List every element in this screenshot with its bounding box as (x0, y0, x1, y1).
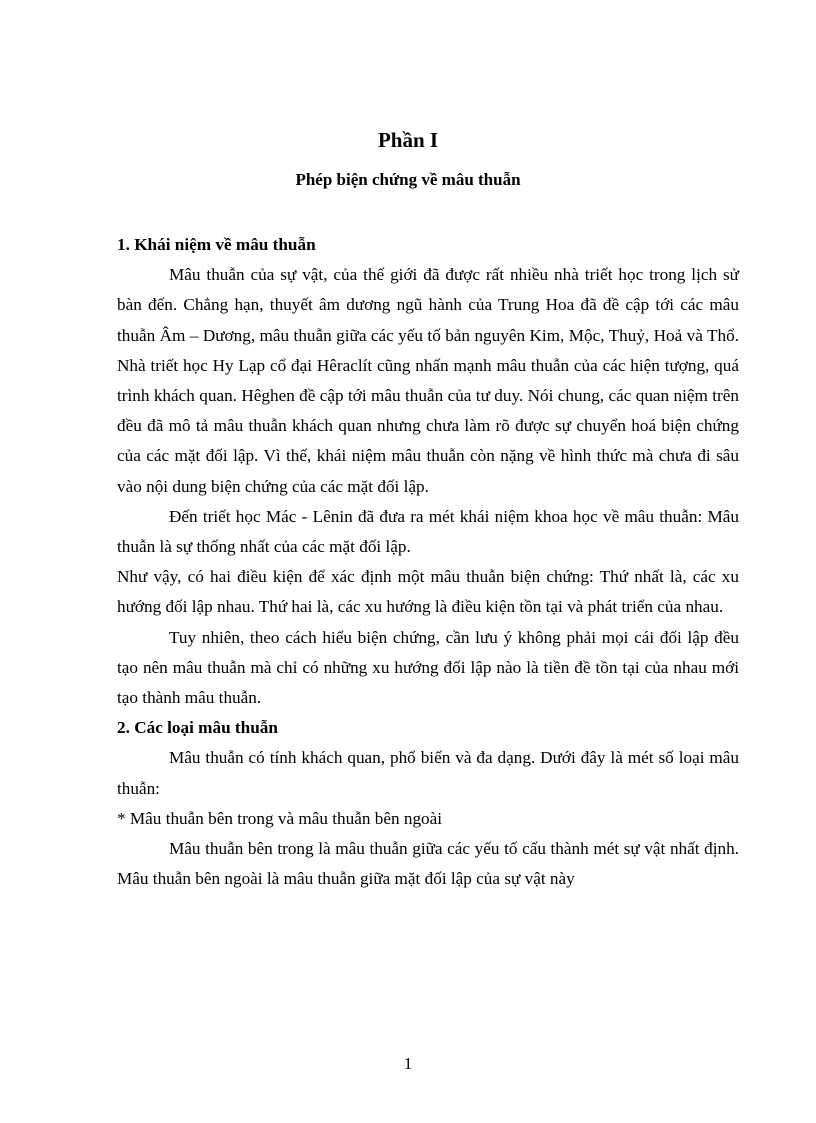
list-item: * Mâu thuẫn bên trong và mâu thuẫn bên ngoài (117, 808, 443, 828)
document-subtitle: Phép biện chứng về mâu thuẫn (295, 170, 521, 189)
paragraph: Mâu thuẫn bên trong là mâu thuẫn giữa các yếu tố cấu thành mét sự vật nhất định. Mâu thuẫn bên ngoài là mâu thuẫn giữa mặt đối lập của sự vật này (117, 839, 739, 889)
page-number: 1 (403, 1054, 413, 1073)
section-heading-types: 2. Các loại mâu thuẫn (117, 718, 278, 738)
paragraph: Đến triết học Mác - Lênin đã đưa ra mét khái niệm khoa học về mâu thuẫn: Mâu thuẫn là sự thống nhất của các mặt đối lập. (117, 506, 739, 557)
document-body (117, 230, 739, 894)
section-heading-concept: 1. Khái niệm về mâu thuẫn (117, 235, 316, 254)
part-title: Phần I (377, 128, 439, 152)
paragraph: Như vậy, có hai điều kiện để xác định một mâu thuẫn biện chứng: Thứ nhất là, các xu hướng đối lập nhau. Thứ hai là, các xu hướng là điều kiện tồn tại và phát triển của nhau. (117, 567, 739, 617)
paragraph: Mâu thuẫn của sự vật, của thế giới đã được rất nhiều nhà triết học trong lịch sử bàn đến. Chẳng hạn, thuyết âm dương ngũ hành của Trung Hoa đã đề cập tới các mâu thuẫn Âm – Dương, mâu thuẫn giữa các yếu tố bản nguyên Kim, Mộc, Thuỷ, Hoả và Thổ. Nhà triết học Hy Lạp cổ đại Hêraclít cũng nhấn mạnh mâu thuẫn của các hiện tượng, quá trình khách quan. Hêghen đề cập tới mâu thuẫn của tư duy. Nói chung, các quan niệm trên đều đã mô tả mâu thuẫn khách quan nhưng chưa làm rõ được sự chuyển hoá biện chứng của các mặt đối lập. Vì thế, khái niệm mâu thuẫn còn nặng về hình thức mà chưa đi sâu vào nội dung biện chứng của các mặt đối lập. (117, 265, 739, 496)
paragraph: Tuy nhiên, theo cách hiểu biện chứng, cần lưu ý không phải mọi cái đối lập đều tạo nên mâu thuẫn mà chỉ có những xu hướng đối lập nào là tiền đề tồn tại của nhau mới tạo thành mâu thuẫn. (117, 627, 739, 708)
paragraph: Mâu thuẫn có tính khách quan, phổ biến và đa dạng. Dưới đây là mét số loại mâu thuẫn: (117, 748, 739, 798)
